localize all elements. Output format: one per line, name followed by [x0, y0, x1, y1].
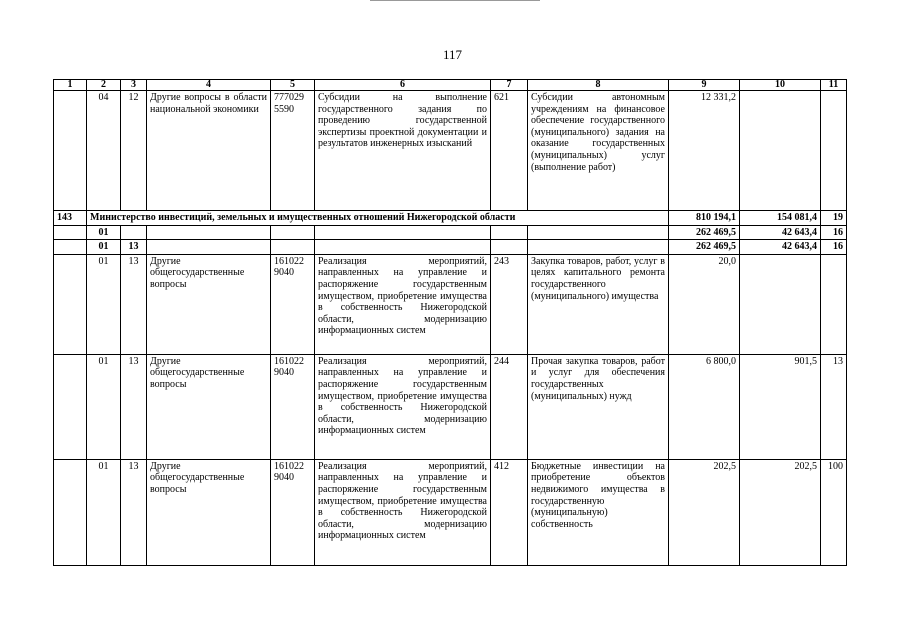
column-header: 2: [87, 80, 121, 91]
cell-target-article: 161022 9040: [271, 254, 315, 354]
cell-executed-amount: 42 643,4: [740, 240, 821, 255]
cell-article-name: Реализация мероприятий, направленных на управление и распоряжение государственным имуществом, приобретение имущества в собственность Нижегородской области, модернизацию информационных систем: [315, 354, 491, 459]
cell-planned-amount: 6 800,0: [669, 354, 740, 459]
column-header: 10: [740, 80, 821, 91]
cell-executed-amount: [740, 91, 821, 211]
cell-article-name: Субсидии на выполнение государственного задания по проведению государственной экспертизы проектной документации и результатов инженерных изысканий: [315, 91, 491, 211]
cell-expense-type-name: Закупка товаров, работ, услуг в целях капитального ремонта государственного (муниципального) имущества: [528, 254, 669, 354]
cell-executed-amount: 154 081,4: [740, 211, 821, 226]
column-header: 9: [669, 80, 740, 91]
cell-planned-amount: 12 331,2: [669, 91, 740, 211]
cell-section-name: Другие общегосударственные вопросы: [147, 254, 271, 354]
cell-subsection: 13: [121, 459, 147, 565]
cell-subsection: 13: [121, 240, 147, 255]
cell-article-name: Реализация мероприятий, направленных на управление и распоряжение государственным имуществом, приобретение имущества в собственность Нижегородской области, модернизацию информационных систем: [315, 254, 491, 354]
column-header: 7: [491, 80, 528, 91]
section-row: [54, 225, 847, 240]
cell-percent: 16: [821, 240, 847, 255]
scan-artifact: [370, 0, 540, 1]
column-header: 6: [315, 80, 491, 91]
cell-ministry-code: 143: [54, 211, 87, 226]
cell-executed-amount: 42 643,4: [740, 225, 821, 240]
cell-ministry-title: Министерство инвестиций, земельных и имущественных отношений Нижегородской области: [87, 211, 669, 226]
cell-section-name: Другие общегосударственные вопросы: [147, 459, 271, 565]
cell-section: 04: [87, 91, 121, 211]
table-header-row: [54, 80, 847, 91]
cell-target-article: 161022 9040: [271, 459, 315, 565]
cell-percent: [821, 91, 847, 211]
ministry-row: [54, 211, 847, 226]
cell-article-name: Реализация мероприятий, направленных на управление и распоряжение государственным имуществом, приобретение имущества в собственность Нижегородской области, модернизацию информационных систем: [315, 459, 491, 565]
column-header: 5: [271, 80, 315, 91]
cell-planned-amount: 262 469,5: [669, 240, 740, 255]
cell-percent: 19: [821, 211, 847, 226]
cell-section: 01: [87, 225, 121, 240]
cell-section-name: Другие общегосударственные вопросы: [147, 354, 271, 459]
table-row: [54, 91, 847, 211]
column-header: 11: [821, 80, 847, 91]
column-header: 4: [147, 80, 271, 91]
budget-table: [53, 79, 847, 566]
cell-subsection: 12: [121, 91, 147, 211]
cell-subsection: 13: [121, 254, 147, 354]
cell-expense-type-name: Прочая закупка товаров, работ и услуг для обеспечения государственных (муниципальных) нужд: [528, 354, 669, 459]
cell-planned-amount: 202,5: [669, 459, 740, 565]
section-row: [54, 240, 847, 255]
cell-planned-amount: 20,0: [669, 254, 740, 354]
page-number: 117: [442, 47, 463, 62]
cell-expense-type-name: Субсидии автономным учреждениям на финансовое обеспечение государственного (муниципального) задания на оказание государственных (муниципальных) услуг (выполнение работ): [528, 91, 669, 211]
cell-ministry-code: [54, 459, 87, 565]
cell-percent: 16: [821, 225, 847, 240]
cell-expense-type: 243: [491, 254, 528, 354]
column-header: 1: [54, 80, 87, 91]
cell-expense-type: 621: [491, 91, 528, 211]
cell-section: 01: [87, 459, 121, 565]
cell-target-article: 777029 5590: [271, 91, 315, 211]
cell-section: 01: [87, 254, 121, 354]
cell-ministry-code: [54, 354, 87, 459]
table-row: [54, 459, 847, 565]
cell-percent: 13: [821, 354, 847, 459]
cell-expense-type-name: Бюджетные инвестиции на приобретение объектов недвижимого имущества в государственную (муниципальную) собственность: [528, 459, 669, 565]
cell-percent: 100: [821, 459, 847, 565]
cell-section-name: Другие вопросы в области национальной экономики: [147, 91, 271, 211]
cell-subsection: [121, 225, 147, 240]
cell-executed-amount: [740, 254, 821, 354]
cell-executed-amount: 901,5: [740, 354, 821, 459]
table-row: [54, 354, 847, 459]
cell-executed-amount: 202,5: [740, 459, 821, 565]
cell-expense-type: 412: [491, 459, 528, 565]
cell-percent: [821, 254, 847, 354]
cell-planned-amount: 262 469,5: [669, 225, 740, 240]
cell-target-article: 161022 9040: [271, 354, 315, 459]
cell-expense-type: 244: [491, 354, 528, 459]
table-row: [54, 254, 847, 354]
cell-ministry-code: [54, 254, 87, 354]
cell-ministry-code: [54, 91, 87, 211]
cell-section: 01: [87, 240, 121, 255]
cell-planned-amount: 810 194,1: [669, 211, 740, 226]
cell-subsection: 13: [121, 354, 147, 459]
column-header: 8: [528, 80, 669, 91]
cell-section: 01: [87, 354, 121, 459]
column-header: 3: [121, 80, 147, 91]
